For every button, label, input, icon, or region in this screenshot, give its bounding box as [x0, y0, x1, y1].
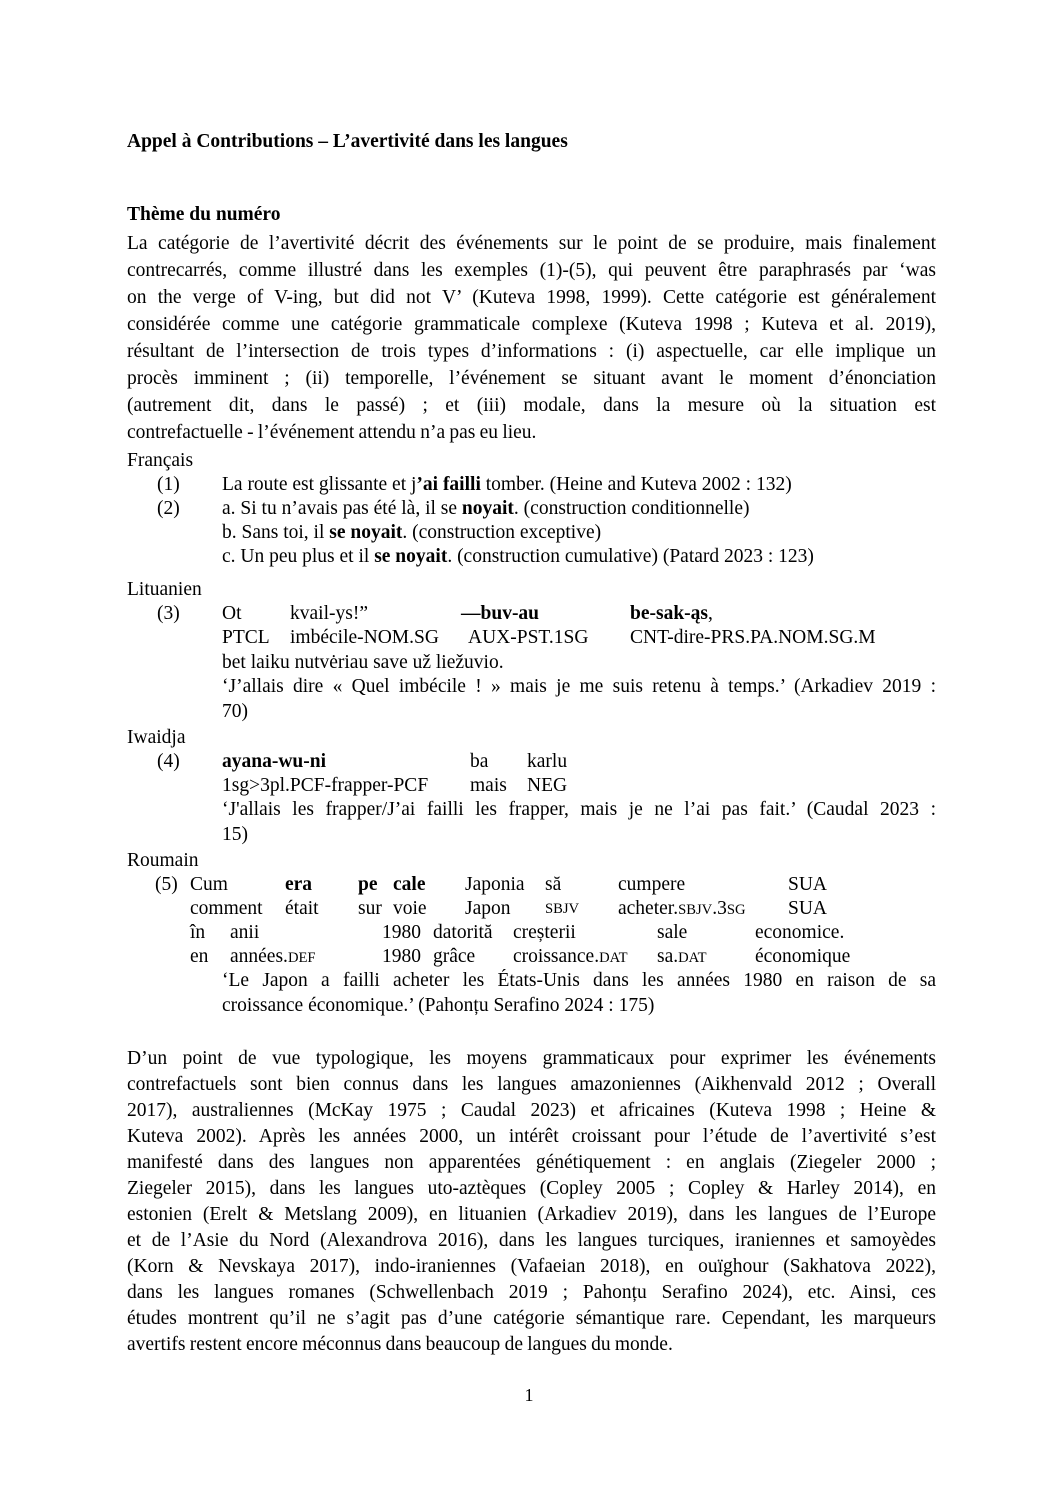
example-4-gloss-row-2	[127, 774, 936, 798]
gloss-cell: kvail-ys!”	[290, 603, 368, 624]
example-2-number: (2)	[157, 498, 180, 519]
example-4-translation-cont: 15)	[222, 824, 248, 845]
gloss-cell: voie	[393, 898, 427, 919]
gloss-cell: în	[190, 922, 206, 943]
gloss-cell: CNT-dire-PRS.PA.NOM.SG.M	[630, 627, 876, 648]
paragraph-line: procès imminent ; (ii) temporelle, l’événement se situant avant le moment d’énonciation	[127, 368, 936, 389]
paragraph-line: Kuteva 2002). Après les années 2000, un intérêt croissant pour l’étude de l’avertivité s’est	[127, 1126, 936, 1147]
example-5-gloss-row-1	[127, 873, 936, 897]
text-part-bold: be-sak-ąs	[630, 603, 709, 624]
paragraph-line: (Korn & Nevskaya 2017), indo-iraniennes (Vafaeian 2018), en ouïghour (Sakhatova 2022),	[127, 1256, 936, 1277]
example-3-translation: ‘J’allais dire « Quel imbécile ! » mais je me suis retenu à temps.’ (Arkadiev 2019 :	[222, 676, 936, 697]
text-part: acheter.	[618, 898, 679, 919]
example-4-number: (4)	[157, 751, 180, 772]
text-part-smallcaps: DAT	[678, 950, 707, 966]
example-3-gloss-row-1	[127, 602, 936, 626]
gloss-cell: NEG	[527, 775, 568, 796]
gloss-cell: PTCL	[222, 627, 270, 648]
typology-paragraph	[127, 1046, 936, 1358]
gloss-cell: karlu	[527, 751, 568, 772]
gloss-cell: ba	[470, 751, 489, 772]
text-part-bold: ’ai failli	[416, 474, 481, 495]
text-part-smallcaps: DAT	[599, 950, 628, 966]
gloss-cell: datorită	[433, 922, 493, 943]
text-part: années.	[230, 946, 288, 967]
example-2c	[127, 545, 936, 569]
text-part: . (construction exceptive)	[402, 522, 602, 543]
paragraph-line: dans les langues romanes (Schwellenbach 2019 ; Pahonțu Serafino 2024), etc. Ainsi, ces	[127, 1282, 936, 1303]
gloss-cell: grâce	[433, 946, 476, 967]
gloss-cell: —buv-au	[461, 603, 540, 624]
text-part-bold: noyait	[461, 498, 514, 519]
gloss-cell: Cum	[190, 874, 228, 895]
gloss-cell: imbécile-NOM.SG	[290, 627, 439, 648]
gloss-cell: să	[545, 874, 562, 895]
page-number: 1	[524, 1385, 534, 1405]
gloss-cell: anii	[230, 922, 260, 943]
text-part: ,	[708, 603, 713, 624]
text-part: croissance.	[513, 946, 600, 967]
example-2b-text	[222, 521, 601, 545]
gloss-cell: 1980	[382, 946, 421, 967]
paragraph-line: on the verge of V-ing, but did not V’ (Kuteva 1998, 1999). Cette catégorie est généralement	[127, 287, 936, 308]
gloss-cell: 1980	[382, 922, 421, 943]
intro-paragraph	[127, 230, 936, 446]
gloss-cell: AUX-PST.1SG	[468, 627, 589, 648]
text-part-bold: se noyait	[329, 522, 403, 543]
example-3-translation-cont: 70)	[222, 701, 248, 722]
text-part: c. Un peu plus et il	[222, 546, 375, 567]
text-part: La route est glissante et j	[222, 474, 417, 495]
example-5-gloss-row-3	[127, 921, 936, 945]
example-3-vernacular-line: bet laiku nutvėriau save už liežuvio.	[222, 652, 504, 673]
example-4-gloss-row-1	[127, 750, 936, 774]
example-3-gloss-row-2	[127, 626, 936, 650]
gloss-cell: économique	[755, 946, 851, 967]
document-title: Appel à Contributions – L’avertivité dans les langues	[127, 131, 568, 152]
gloss-cell: 1sg>3pl.PCF-frapper-PCF	[222, 775, 429, 796]
gloss-cell-smallcaps: SBJV	[545, 901, 580, 917]
example-2a	[127, 497, 936, 521]
example-5-number: (5)	[155, 874, 178, 895]
text-part: b. Sans toi, il	[222, 522, 330, 543]
paragraph-line: (autrement dit, dans le passé) ; et (iii) modale, dans la mesure où la situation est	[127, 395, 936, 416]
paragraph-line: D’un point de vue typologique, les moyens grammaticaux pour exprimer les événements	[127, 1048, 936, 1069]
example-5-translation: ‘Le Japon a failli acheter les États-Unis dans les années 1980 en raison de sa	[222, 970, 936, 991]
example-5-translation-cont: croissance économique.’ (Pahonțu Serafino 2024 : 175)	[222, 995, 655, 1016]
text-part: . (construction cumulative) (Patard 2023 : 123)	[447, 546, 814, 567]
language-label-roumain: Roumain	[127, 850, 199, 871]
gloss-cell	[630, 602, 713, 626]
text-part: .3	[712, 898, 727, 919]
example-5-gloss-row-4	[127, 945, 936, 969]
gloss-cell: sur	[358, 898, 382, 919]
language-label-iwaidja: Iwaidja	[127, 727, 186, 748]
example-1-number: (1)	[157, 474, 180, 495]
text-part: tomber. (Heine and Kuteva 2002 : 132)	[480, 474, 792, 495]
paragraph-line: études montrent qu’il ne s’agit pas d’une catégorie sémantique rare. Cependant, les marqueurs	[127, 1308, 936, 1329]
gloss-cell	[230, 945, 316, 970]
gloss-cell: Japonia	[465, 874, 525, 895]
section-heading: Thème du numéro	[127, 204, 281, 225]
gloss-cell: SUA	[788, 874, 828, 895]
language-label-francais: Français	[127, 450, 194, 471]
paragraph-line: et de l’Asie du Nord (Alexandrova 2016), dans les langues turciques, iraniennes et samoyèdes	[127, 1230, 936, 1251]
gloss-cell	[618, 897, 746, 922]
example-4-translation: ‘J'allais les frapper/J’ai failli les frapper, mais je ne l’ai pas fait.’ (Caudal 2023 :	[222, 799, 936, 820]
example-1	[127, 473, 936, 497]
example-3-number: (3)	[157, 603, 180, 624]
paragraph-line: résultant de l’intersection de trois types d’informations : (i) aspectuelle, car elle implique un	[127, 341, 936, 362]
gloss-cell: en	[190, 946, 209, 967]
gloss-cell: était	[285, 898, 319, 919]
gloss-cell: era	[285, 874, 313, 895]
example-5-gloss-row-2	[127, 897, 936, 921]
example-2b	[127, 521, 936, 545]
gloss-cell: creșterii	[513, 922, 576, 943]
gloss-cell	[657, 945, 707, 970]
paragraph-line: contrefactuelle - l’événement attendu n’a pas eu lieu.	[127, 422, 537, 443]
gloss-cell: comment	[190, 898, 263, 919]
text-part: . (construction conditionnelle)	[513, 498, 750, 519]
paragraph-line: contrefactuels sont bien connus dans les langues amazoniennes (Aikhenvald 2012 ; Overall	[127, 1074, 936, 1095]
language-label-lituanien: Lituanien	[127, 579, 202, 600]
gloss-cell	[513, 945, 628, 970]
paragraph-line: Ziegeler 2015), dans les langues uto-aztèques (Copley 2005 ; Copley & Harley 2014), en	[127, 1178, 936, 1199]
text-part-smallcaps: DEF	[287, 950, 316, 966]
paragraph-line: La catégorie de l’avertivité décrit des événements sur le point de se produire, mais finalement	[127, 233, 936, 254]
gloss-cell: Ot	[222, 603, 242, 624]
gloss-cell: sale	[657, 922, 688, 943]
example-2a-text	[222, 497, 749, 521]
text-part: a. Si tu n’avais pas été là, il se	[222, 498, 462, 519]
gloss-cell: economice.	[755, 922, 845, 943]
paragraph-line: 2017), australiennes (McKay 1975 ; Caudal 2023) et africaines (Kuteva 1998 ; Heine &	[127, 1100, 936, 1121]
paragraph-line: contrecarrés, comme illustré dans les exemples (1)-(5), qui peuvent être paraphrasés par ‘was	[127, 260, 936, 281]
gloss-cell: mais	[470, 775, 507, 796]
gloss-cell: cale	[393, 874, 426, 895]
paragraph-line: avertifs restent encore méconnus dans beaucoup de langues du monde.	[127, 1334, 673, 1355]
gloss-cell: cumpere	[618, 874, 686, 895]
example-1-text	[222, 473, 792, 497]
text-part: sa.	[657, 946, 679, 967]
paragraph-line: estonien (Erelt & Metslang 2009), en lituanien (Arkadiev 2019), dans les langues de l’Europe	[127, 1204, 936, 1225]
gloss-cell: Japon	[465, 898, 511, 919]
gloss-cell: ayana-wu-ni	[222, 751, 327, 772]
example-2c-text	[222, 545, 814, 569]
gloss-cell: pe	[358, 874, 378, 895]
gloss-cell: SUA	[788, 898, 828, 919]
text-part-smallcaps: SBJV	[678, 902, 713, 918]
text-part-bold: se noyait	[374, 546, 448, 567]
text-part-smallcaps: SG	[726, 902, 746, 918]
paragraph-line: considérée comme une catégorie grammaticale complexe (Kuteva 1998 ; Kuteva et al. 2019),	[127, 314, 936, 335]
paragraph-line: manifesté dans des langues non apparentées génétiquement : en anglais (Ziegeler 2000 ;	[127, 1152, 936, 1173]
